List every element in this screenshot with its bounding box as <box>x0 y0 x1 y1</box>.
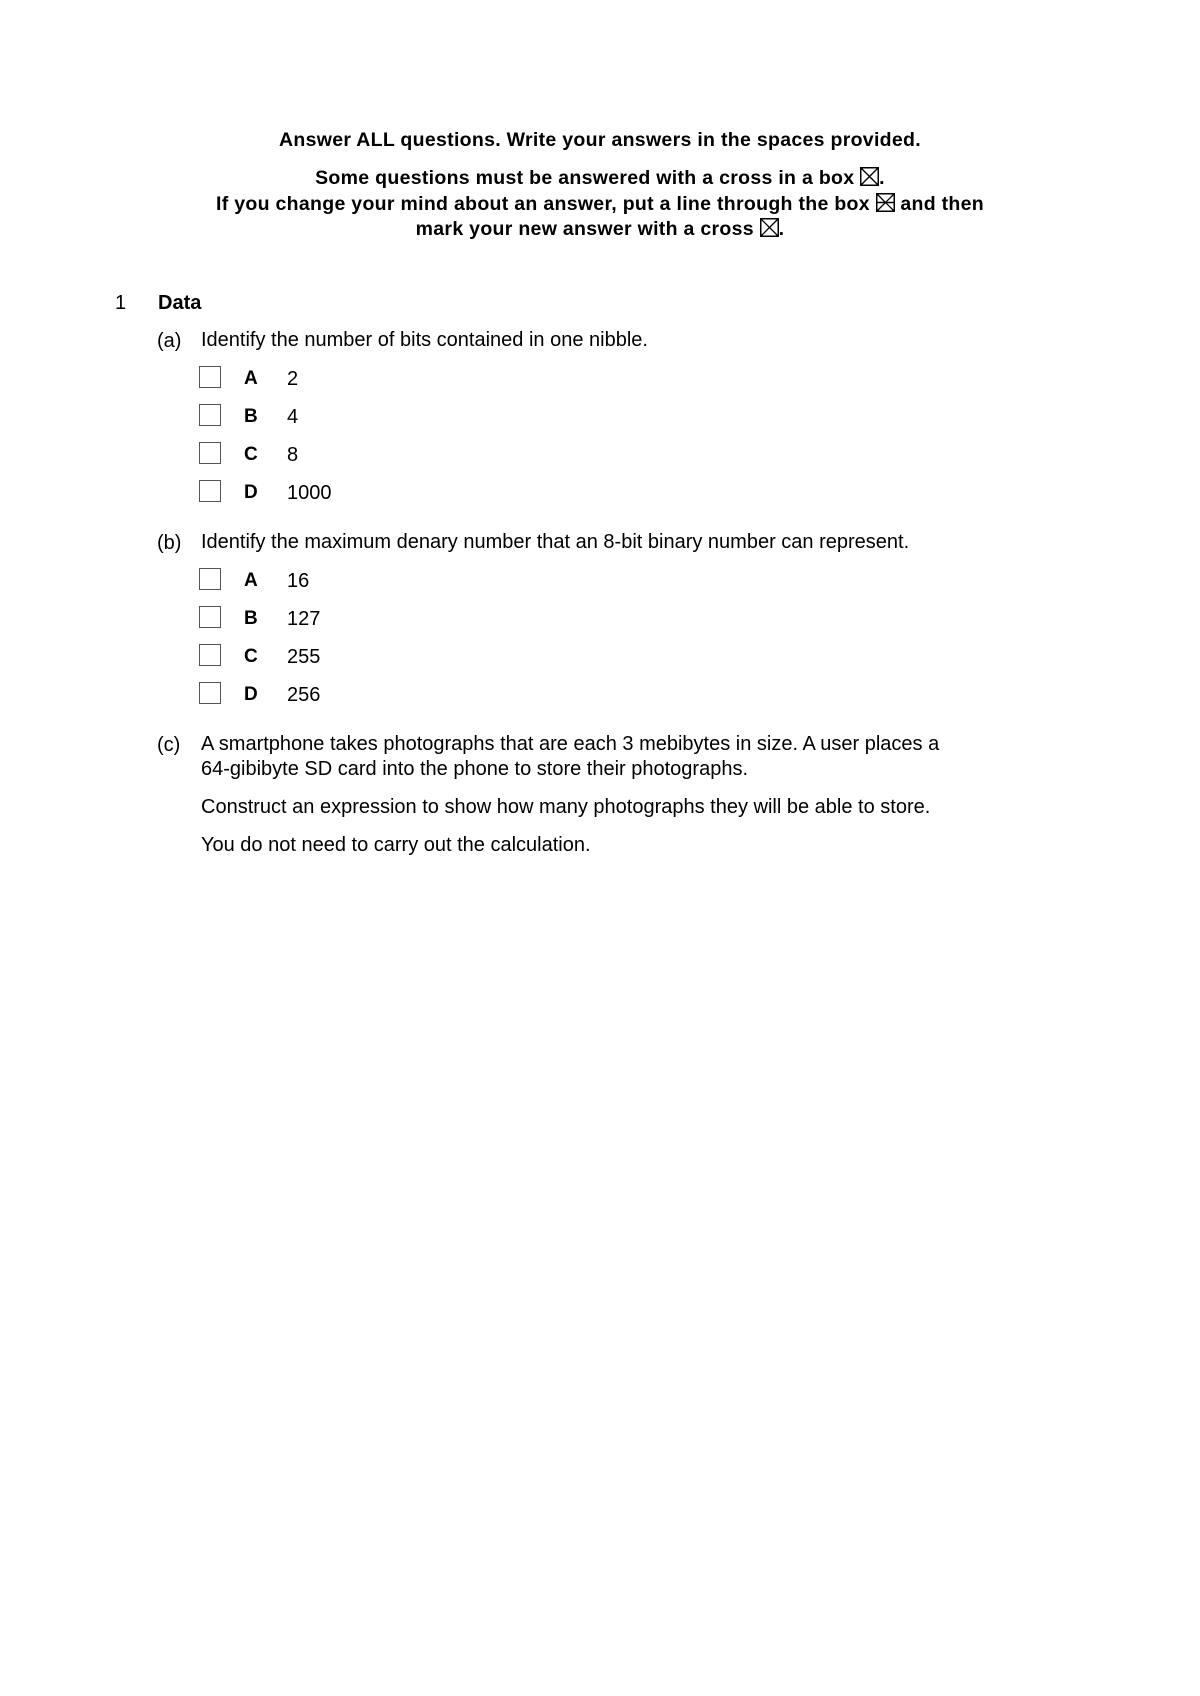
crossed-box-icon <box>860 167 879 186</box>
answer-checkbox[interactable] <box>199 404 221 426</box>
answer-checkbox[interactable] <box>199 366 221 388</box>
option-letter: C <box>244 444 258 465</box>
answer-checkbox[interactable] <box>199 644 221 666</box>
option-value: 4 <box>287 406 299 428</box>
struck-crossed-box-icon <box>876 193 895 212</box>
instructions-text-2-end: . <box>879 167 885 189</box>
question-title: Data <box>158 292 202 314</box>
part-c-instruction: Construct an expression to show how many photographs they will be able to store. <box>201 796 931 818</box>
instructions-text-4: mark your new answer with a cross <box>415 218 754 240</box>
instructions-text-3: If you change your mind about an answer, put a line through the box <box>216 193 870 215</box>
option-letter: C <box>244 646 258 667</box>
option-b-4[interactable] <box>199 682 419 712</box>
instructions-line-3 <box>0 192 1200 217</box>
instructions-line-1 <box>0 128 1200 153</box>
option-b-3[interactable] <box>199 644 419 674</box>
option-a-4[interactable] <box>199 480 419 510</box>
instructions-text-4-end: . <box>778 218 785 240</box>
option-letter: A <box>244 570 258 591</box>
instructions-line-4 <box>0 217 1200 242</box>
part-c-text-line-2: 64-gibibyte SD card into the phone to store their photographs. <box>201 758 749 780</box>
option-value: 256 <box>287 684 321 706</box>
option-a-2[interactable] <box>199 404 419 434</box>
part-c-label: (c) <box>157 734 181 756</box>
answer-checkbox[interactable] <box>199 442 221 464</box>
part-a-text: Identify the number of bits contained in one nibble. <box>201 329 648 351</box>
instructions-text-1: Answer ALL questions. Write your answers in the spaces provided. <box>279 129 921 151</box>
part-b-label: (b) <box>157 532 182 554</box>
option-value: 127 <box>287 608 321 630</box>
option-letter: D <box>244 684 258 705</box>
answer-checkbox[interactable] <box>199 568 221 590</box>
answer-checkbox[interactable] <box>199 480 221 502</box>
crossed-box-icon <box>760 218 779 237</box>
instructions-text-3-end: and then <box>900 193 984 215</box>
answer-checkbox[interactable] <box>199 606 221 628</box>
option-letter: B <box>244 406 258 427</box>
option-b-1[interactable] <box>199 568 419 598</box>
part-c-text-line-1: A smartphone takes photographs that are each 3 mebibytes in size. A user places a <box>201 733 940 755</box>
option-letter: A <box>244 368 258 389</box>
part-c-note: You do not need to carry out the calculation. <box>201 834 591 856</box>
option-a-3[interactable] <box>199 442 419 472</box>
option-value: 2 <box>287 368 299 390</box>
instructions-line-2 <box>0 166 1200 191</box>
instructions-text-2: Some questions must be answered with a cross in a box <box>315 167 855 189</box>
option-value: 8 <box>287 444 299 466</box>
part-a-label: (a) <box>157 330 182 352</box>
option-b-2[interactable] <box>199 606 419 636</box>
option-letter: D <box>244 482 258 503</box>
option-value: 255 <box>287 646 321 668</box>
option-letter: B <box>244 608 258 629</box>
option-value: 16 <box>287 570 310 592</box>
option-value: 1000 <box>287 482 332 504</box>
answer-checkbox[interactable] <box>199 682 221 704</box>
option-a-1[interactable] <box>199 366 419 396</box>
part-b-text: Identify the maximum denary number that an 8-bit binary number can represent. <box>201 531 910 553</box>
question-number: 1 <box>115 292 127 314</box>
